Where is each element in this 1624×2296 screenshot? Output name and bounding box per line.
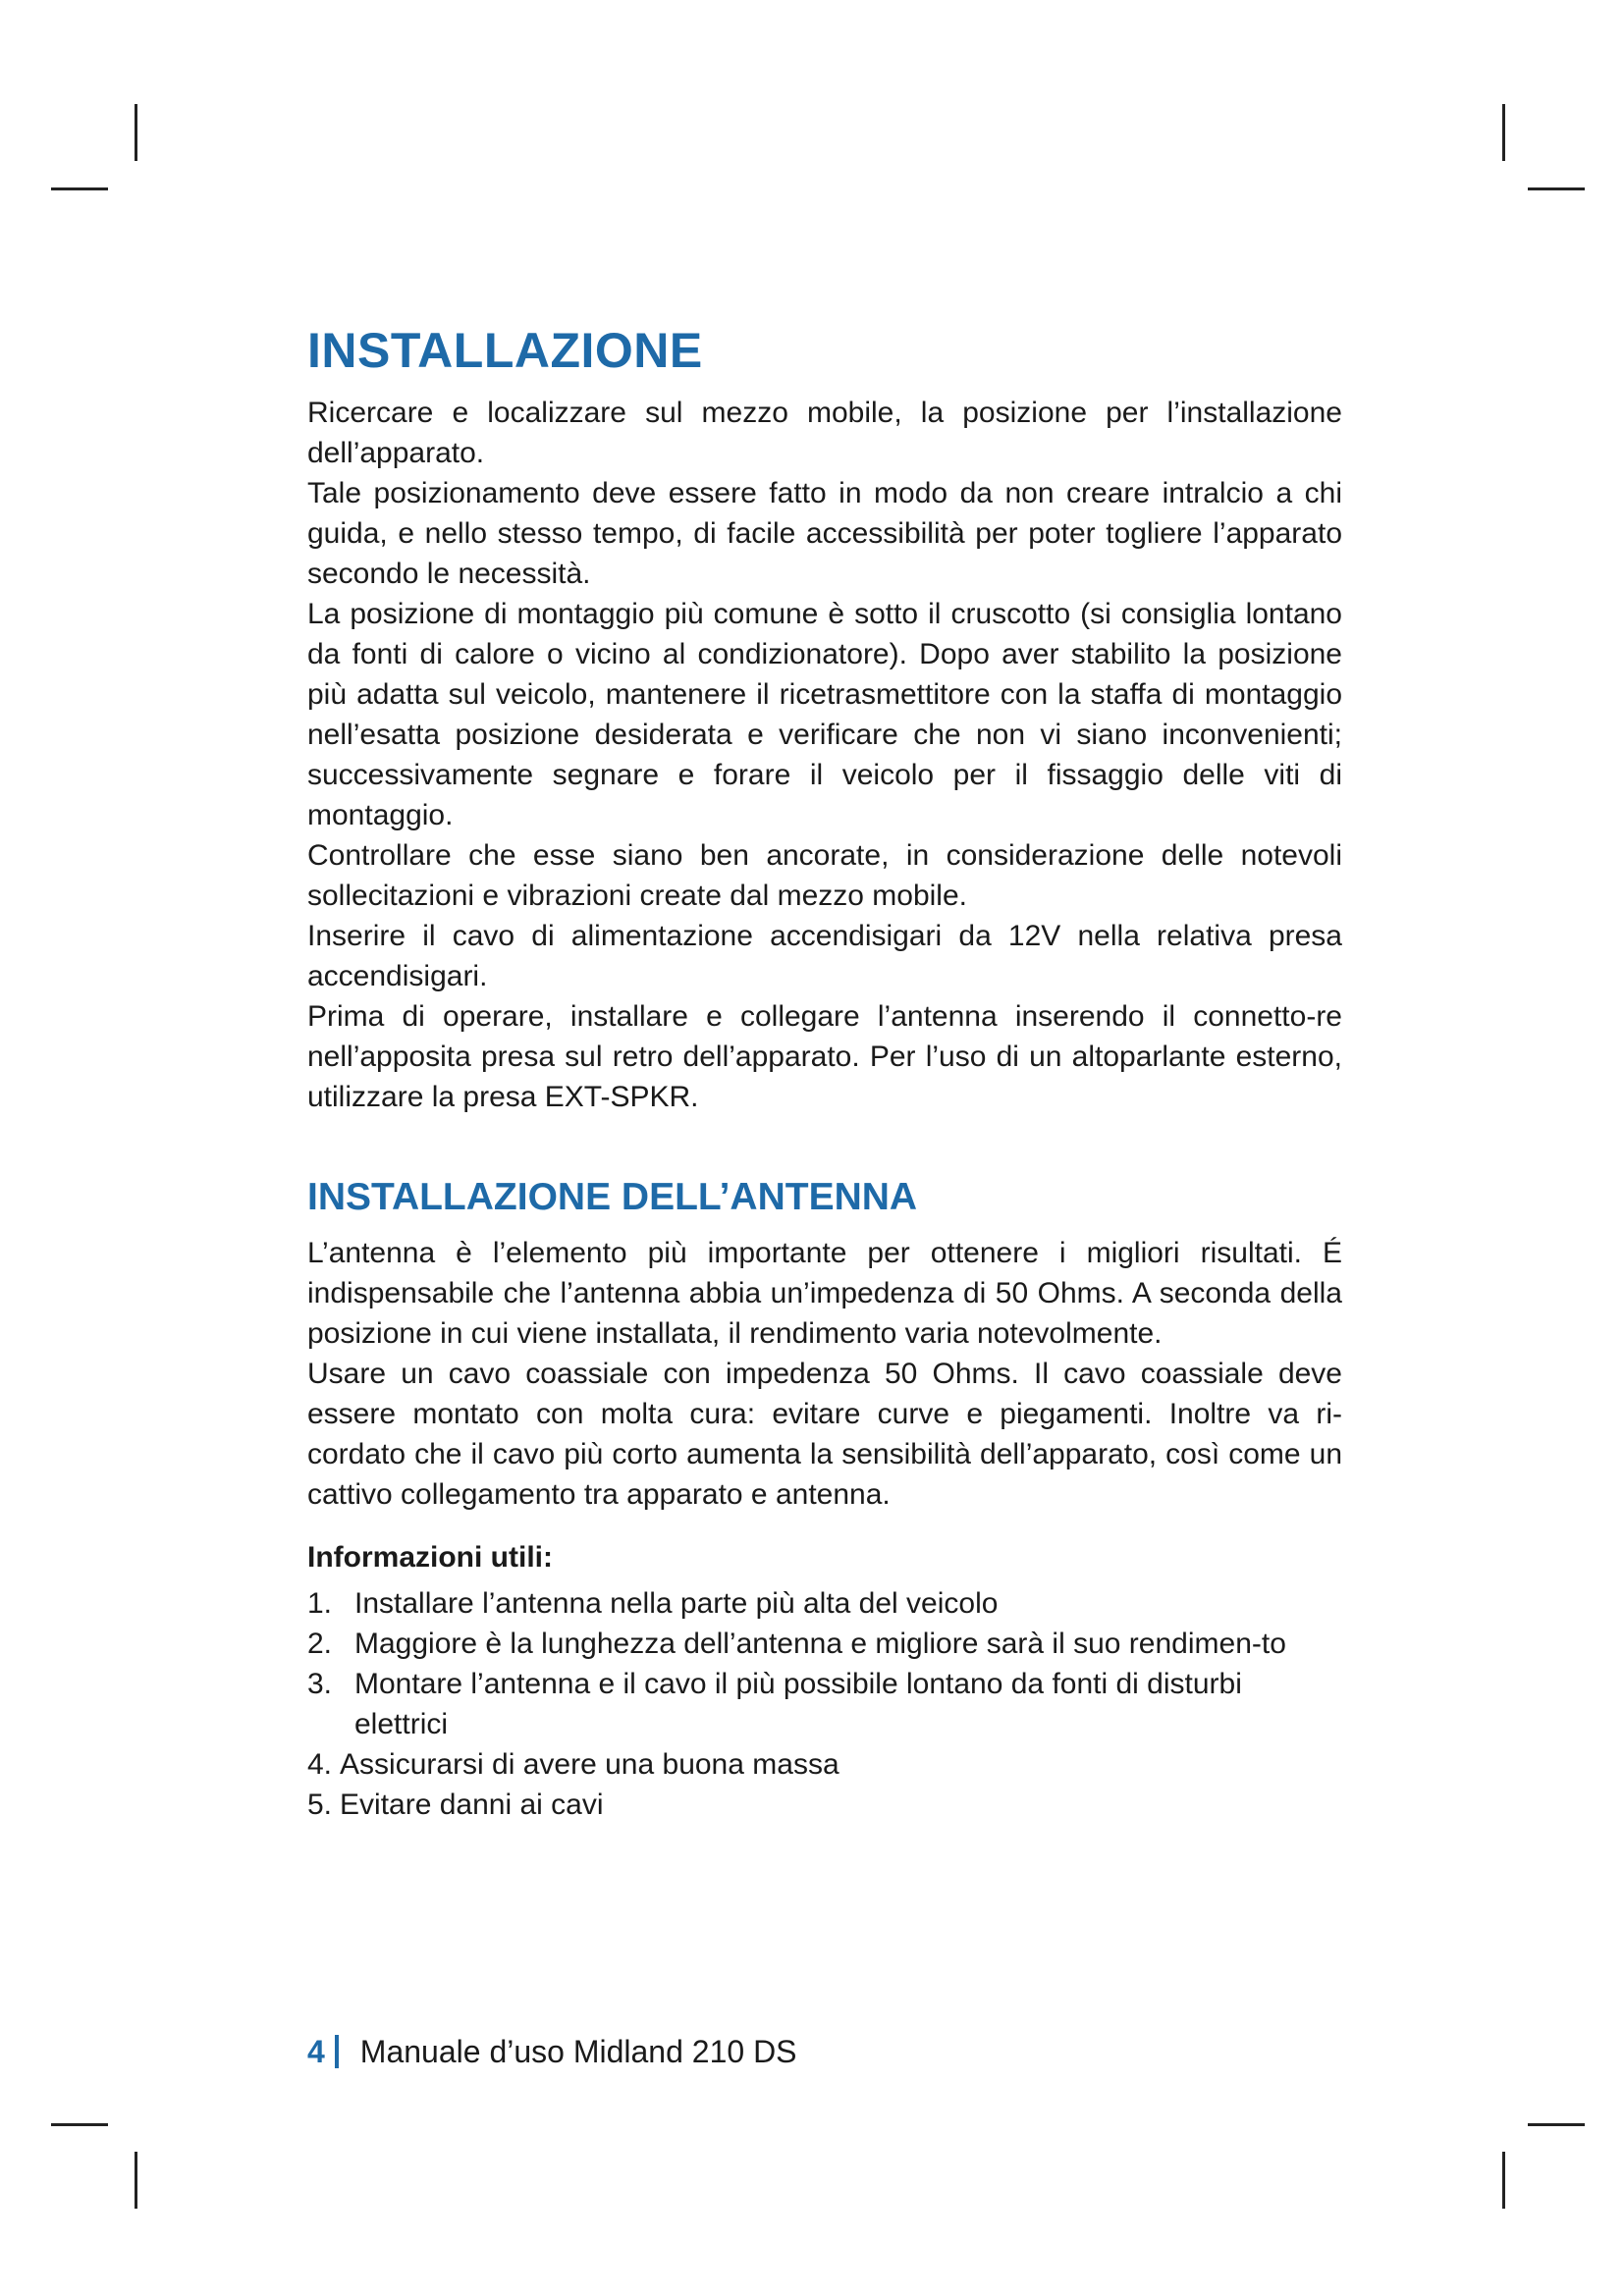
crop-mark-bottom-right-horizontal <box>1528 2123 1585 2126</box>
section-title-installazione: INSTALLAZIONE <box>307 323 703 378</box>
page-content <box>307 322 1342 1825</box>
list-item-text: Installare l’antenna nella parte più alta del veicolo <box>354 1587 999 1620</box>
list-item-number: 3. <box>307 1668 333 1700</box>
crop-mark-top-left-vertical <box>135 104 137 161</box>
list-item-number: 4. <box>307 1748 333 1781</box>
list-item-text: Evitare danni ai cavi <box>340 1789 604 1821</box>
list-item-text: Assicurarsi di avere una buona massa <box>340 1748 839 1781</box>
manual-title: Manuale d’uso Midland 210 DS <box>359 2034 797 2069</box>
paragraph: Prima di operare, installare e collegare l’antenna inserendo il connetto-re nell’apposita presa sul retro dell’apparato. Per l’uso di un altoparlante esterno, utilizzare la presa EXT-SPKR. <box>307 1000 1342 1113</box>
page-number: 4 <box>307 2034 325 2069</box>
list-item <box>307 1785 1342 1825</box>
list-item <box>307 1744 1342 1785</box>
section-title-antenna: INSTALLAZIONE DELL’ANTENNA <box>307 1176 918 1218</box>
paragraph: Inserire il cavo di alimentazione accendisigari da 12V nella relativa presa accendisigari. <box>307 920 1342 992</box>
footer-separator <box>335 2035 339 2068</box>
list-item <box>307 1583 1342 1624</box>
list-item <box>307 1664 1342 1744</box>
list-item-text: Maggiore è la lunghezza dell’antenna e migliore sarà il suo rendimen-to <box>354 1628 1286 1660</box>
list-item-number: 5. <box>307 1789 333 1821</box>
page-footer <box>307 2032 797 2071</box>
paragraph: L’antenna è l’elemento più importante per ottenere i migliori risultati. É indispensabile che l’antenna abbia un’impedenza di 50 Ohms. A seconda della posizione in cui viene installata, il rendimento varia notevolmente. <box>307 1237 1342 1350</box>
paragraph: Controllare che esse siano ben ancorate, in considerazione delle notevoli sollecitazioni e vibrazioni create dal mezzo mobile. <box>307 839 1342 912</box>
paragraph: Usare un cavo coassiale con impedenza 50 Ohms. Il cavo coassiale deve essere montato con molta cura: evitare curve e piegamenti. Inoltre va ri-cordato che il cavo più corto aumenta la sensibilità dell’apparato, così come un cattivo collegamento tra apparato e antenna. <box>307 1358 1342 1511</box>
paragraph: Ricercare e localizzare sul mezzo mobile, la posizione per l’installazione dell’apparato. <box>307 397 1342 469</box>
list-item-number: 1. <box>307 1587 333 1620</box>
info-title: Informazioni utili: <box>307 1541 553 1574</box>
list-item-number: 2. <box>307 1628 333 1660</box>
crop-mark-bottom-left-horizontal <box>51 2123 108 2126</box>
crop-mark-bottom-left-vertical <box>135 2152 137 2209</box>
tips-list <box>307 1583 1342 1825</box>
paragraph: La posizione di montaggio più comune è sotto il cruscotto (si consiglia lontano da fonti di calore o vicino al condizionatore). Dopo aver stabilito la posizione più adatta sul veicolo, mantenere il ricetrasmettitore con la staffa di montaggio nell’esatta posizione desiderata e verificare che non vi siano inconvenienti; successivamente segnare e forare il veicolo per il fissaggio delle viti di montaggio. <box>307 598 1342 831</box>
crop-mark-top-right-horizontal <box>1528 187 1585 190</box>
list-item-text: Montare l’antenna e il cavo il più possibile lontano da fonti di disturbi elettrici <box>354 1668 1242 1740</box>
list-item <box>307 1624 1342 1664</box>
crop-mark-top-right-vertical <box>1502 104 1505 161</box>
crop-mark-bottom-right-vertical <box>1502 2152 1505 2209</box>
paragraph: Tale posizionamento deve essere fatto in modo da non creare intralcio a chi guida, e nello stesso tempo, di facile accessibilità per poter togliere l’apparato secondo le necessità. <box>307 477 1342 590</box>
crop-mark-top-left-horizontal <box>51 187 108 190</box>
